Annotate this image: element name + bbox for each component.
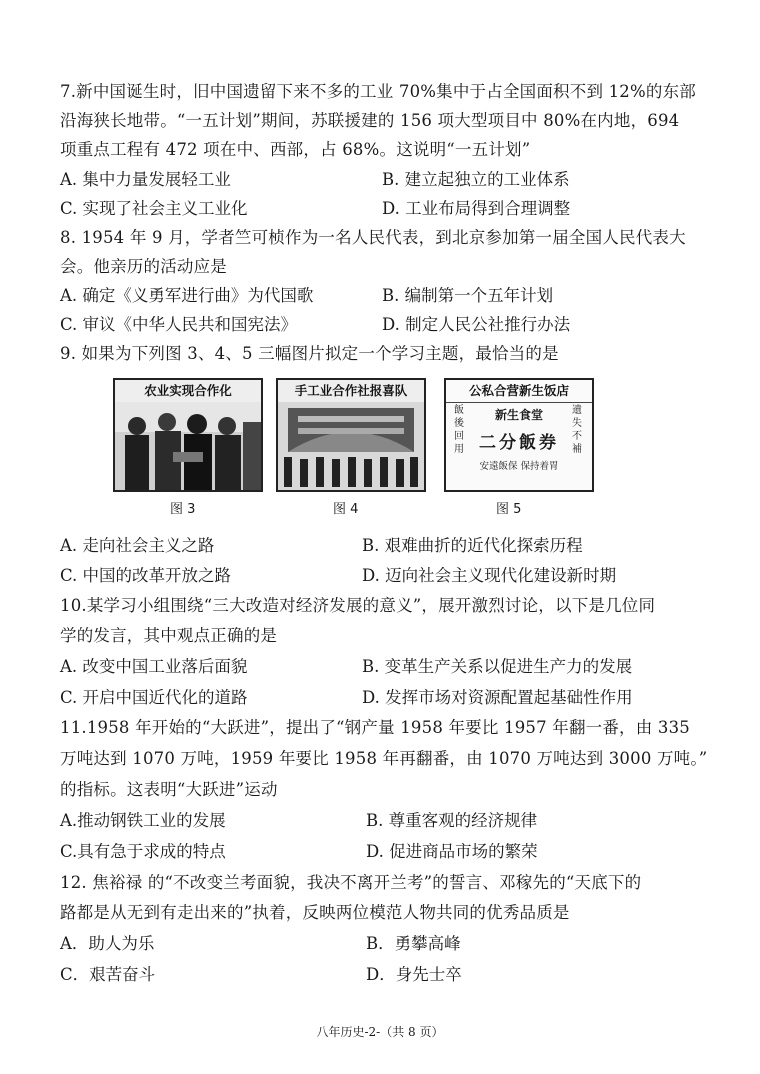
figure-5-label: 图 5	[496, 502, 522, 517]
q7-stem-line1: 7.新中国诞生时，旧中国遗留下来不多的工业 70%集中于占全国面积不到 12%的东部	[60, 82, 696, 101]
q9-figures	[0, 378, 760, 498]
q8-option-a: A. 确定《义勇军进行曲》为代国歌	[60, 286, 314, 305]
q10-option-b: B. 变革生产关系以促进生产力的发展	[362, 657, 633, 676]
q8-option-b: B. 编制第一个五年计划	[382, 286, 554, 305]
q8-option-c: C. 审议《中华人民共和国宪法》	[60, 315, 298, 334]
q7-option-c: C. 实现了社会主义工业化	[60, 199, 248, 218]
q12-option-d: D．身先士卒	[366, 965, 462, 984]
q10-option-a: A. 改变中国工业落后面貌	[60, 657, 248, 676]
figure-4-photo-icon	[278, 402, 424, 492]
q11-stem-line3: 的指标。这表明“大跃进”运动	[60, 780, 278, 799]
q12-option-a: A．助人为乐	[60, 934, 155, 953]
q7-option-a: A. 集中力量发展轻工业	[60, 170, 231, 189]
figure-5-caption: 公私合营新生饭店	[446, 380, 592, 403]
figure-4-handicraft-photo	[276, 378, 426, 492]
q10-option-d: D. 发挥市场对资源配置起基础性作用	[362, 688, 633, 707]
q7-stem-line3: 项重点工程有 472 项在中、西部，占 68%。这说明“一五计划”	[60, 140, 531, 159]
figure-5-ticket-left: 飯後回用	[454, 405, 464, 455]
figure-5-ticket-right: 遺失不補	[572, 405, 582, 455]
q7-stem-line2: 沿海狭长地带。“一五计划”期间，苏联援建的 156 项大型项目中 80%在内地，694	[60, 111, 680, 130]
q8-stem-line1: 8. 1954 年 9 月，学者竺可桢作为一名人民代表，到北京参加第一届全国人民代表大	[60, 228, 686, 247]
q7-option-d: D. 工业布局得到合理调整	[382, 199, 571, 218]
figure-3-caption: 农业实现合作化	[115, 380, 261, 403]
q12-stem-line2: 路都是从无到有走出来的”执着，反映两位模范人物共同的优秀品质是	[60, 903, 570, 922]
q11-stem-line1: 11.1958 年开始的“大跃进”，提出了“钢产量 1958 年要比 1957 年翻一番，由 335	[60, 718, 690, 737]
figure-5-meal-ticket	[444, 378, 594, 492]
q11-option-c: C.具有急于求成的特点	[60, 842, 226, 861]
figure-3-label: 图 3	[170, 502, 196, 517]
figure-4-label: 图 4	[333, 502, 359, 517]
q12-option-c: C．艰苦奋斗	[60, 965, 156, 984]
q10-option-c: C. 开启中国近代化的道路	[60, 688, 248, 707]
figure-5-ticket-bottom: 安遠飯保 保持着胃	[479, 461, 559, 472]
figure-3-agriculture-photo	[113, 378, 263, 492]
figure-5-ticket-title: 新生食堂	[494, 408, 543, 422]
figure-4-caption: 手工业合作社报喜队	[278, 380, 424, 403]
page-footer: 八年历史-2-（共 8 页）	[316, 1025, 444, 1039]
q8-option-d: D. 制定人民公社推行办法	[382, 315, 571, 334]
q9-stem: 9. 如果为下列图 3、4、5 三幅图片拟定一个学习主题，最恰当的是	[60, 344, 559, 363]
q11-option-d: D. 促进商品市场的繁荣	[366, 842, 538, 861]
q10-stem-line1: 10.某学习小组围绕“三大改造对经济发展的意义”，展开激烈讨论，以下是几位同	[60, 596, 656, 615]
figure-5-ticket-main: 二分飯券	[479, 433, 559, 453]
q11-option-b: B. 尊重客观的经济规律	[366, 811, 538, 830]
q10-stem-line2: 学的发言，其中观点正确的是	[60, 626, 278, 645]
q9-option-d: D. 迈向社会主义现代化建设新时期	[362, 566, 617, 585]
q11-stem-line2: 万吨达到 1070 万吨，1959 年要比 1958 年再翻番，由 1070 万吨达到 3000 万吨。”	[60, 749, 708, 768]
q11-option-a: A.推动钢铁工业的发展	[60, 811, 226, 830]
q9-option-b: B. 艰难曲折的近代化探索历程	[362, 536, 583, 555]
q9-option-c: C. 中国的改革开放之路	[60, 566, 232, 585]
q7-option-b: B. 建立起独立的工业体系	[382, 170, 570, 189]
q12-option-b: B．勇攀高峰	[366, 934, 461, 953]
figure-3-photo-icon	[115, 402, 261, 492]
q12-stem-line1: 12. 焦裕禄 的“不改变兰考面貌，我决不离开兰考”的誓言、邓稼先的“天底下的	[60, 873, 642, 892]
q8-stem-line2: 会。他亲历的活动应是	[60, 257, 227, 276]
q9-option-a: A. 走向社会主义之路	[60, 536, 215, 555]
